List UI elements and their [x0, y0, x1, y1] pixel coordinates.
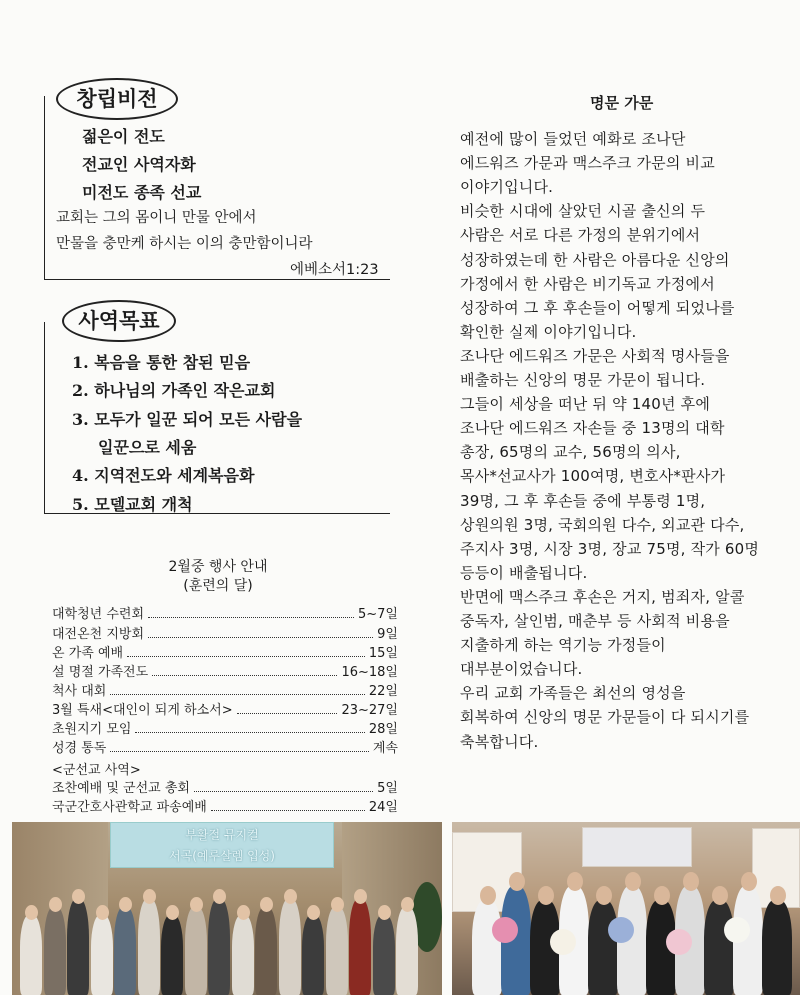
event-date: 5~7일	[358, 607, 398, 622]
group-member-head	[741, 872, 757, 891]
story-line: 회복하여 신앙의 명문 가문들이 다 되시기를	[460, 708, 750, 727]
dot-leader	[148, 617, 354, 618]
vision-title: 창립비전	[56, 78, 178, 120]
flower-bouquet	[492, 917, 518, 943]
story-line: 그들이 세상을 떠난 뒤 약 140년 후에	[460, 395, 711, 414]
events-subtitle: (훈련의 달)	[183, 578, 253, 594]
cast-member-head	[96, 905, 109, 920]
group-member-head	[480, 886, 496, 905]
vision-item: 젊은이 전도	[82, 127, 165, 146]
easter-musical-photo	[12, 822, 442, 995]
event-row	[52, 643, 398, 661]
event-name: 조찬예배 및 군선교 총회	[52, 781, 190, 796]
cast-member-head	[307, 905, 320, 920]
group-member	[762, 900, 792, 995]
event-name: 초원지기 모임	[52, 722, 132, 737]
verse-reference: 에베소서1:23	[290, 262, 379, 278]
cast-member-head	[213, 889, 226, 904]
story-line: 우리 교회 가족들은 최선의 영성을	[460, 684, 686, 703]
military-ministry-header: <군선교 사역>	[52, 763, 141, 778]
event-row	[52, 681, 398, 699]
story-line: 중독자, 살인범, 매춘부 등 사회적 비용을	[460, 612, 730, 630]
cast-member	[255, 907, 277, 995]
event-row	[52, 719, 398, 737]
cast-member	[349, 899, 371, 995]
group-member	[588, 900, 618, 995]
group-member	[704, 900, 734, 995]
dot-leader	[211, 810, 365, 811]
goal-item: 2. 하나님의 가족인 작은교회	[72, 381, 276, 400]
cast-member-head	[49, 897, 62, 912]
projection-screen	[110, 822, 334, 868]
event-date: 22일	[368, 684, 398, 699]
event-name: 대전온천 지방회	[52, 627, 145, 642]
event-date: 계속	[372, 741, 398, 756]
story-line: 상원의원 3명, 국회의원 다수, 외교관 다수,	[460, 515, 745, 534]
group-member-head	[712, 886, 728, 905]
story-line: 성장하여 그 후 후손들이 어떻게 되었나를	[460, 298, 735, 317]
story-line: 39명, 그 후 후손들 중에 부통령 1명,	[460, 491, 706, 510]
story-line: 성장하였는데 한 사람은 아름다운 신앙의	[460, 250, 730, 269]
story-line: 조나단 에드워즈 가문은 사회적 명사들을	[460, 346, 730, 365]
cast-member-head	[284, 889, 297, 904]
story-line: 사람은 서로 다른 가정의 분위기에서	[460, 226, 701, 245]
verse-line: 만물을 충만케 하시는 이의 충만함이니라	[56, 236, 313, 252]
flower-bouquet	[724, 917, 750, 943]
dot-leader	[237, 713, 338, 714]
vision-item: 전교인 사역자화	[82, 155, 196, 174]
event-row	[52, 797, 398, 815]
event-row	[52, 700, 398, 718]
cast-member	[232, 915, 254, 995]
event-row	[52, 662, 398, 680]
event-name: 대학청년 수련회	[52, 607, 145, 622]
cast-member	[326, 907, 348, 995]
cast-member	[44, 907, 66, 995]
cast-member-head	[378, 905, 391, 920]
dot-leader	[194, 791, 373, 792]
event-date: 16~18일	[341, 665, 398, 680]
event-date: 9일	[377, 627, 398, 642]
story-line: 가정에서 한 사람은 비기독교 가정에서	[460, 274, 715, 293]
cast-member-head	[72, 889, 85, 904]
cast-member-head	[143, 889, 156, 904]
screen	[582, 827, 692, 867]
goal-item: 3. 모두가 일꾼 되어 모든 사람을	[72, 410, 303, 429]
story-line: 이야기입니다.	[460, 178, 554, 197]
cast-member-head	[166, 905, 179, 920]
cast-member-head	[25, 905, 38, 920]
group-member-head	[538, 886, 554, 905]
cast-member	[373, 915, 395, 995]
event-date: 15일	[368, 646, 398, 661]
cast-member	[279, 899, 301, 995]
event-name: 3월 특새<대인이 되게 하소서>	[52, 703, 233, 718]
cast-member	[138, 899, 160, 995]
story-line: 목사*선교사가 100여명, 변호사*판사가	[460, 467, 726, 486]
dot-leader	[110, 694, 365, 695]
cast-member	[302, 915, 324, 995]
cast-member	[20, 915, 42, 995]
flower-bouquet	[550, 929, 576, 955]
flower-bouquet	[608, 917, 634, 943]
story-line: 예전에 많이 들었던 예화로 조나단	[460, 130, 686, 148]
cast-member	[208, 899, 230, 995]
vision-item: 미전도 종족 선교	[82, 183, 202, 202]
goal-item: 일꾼으로 세움	[98, 438, 197, 457]
dot-leader	[127, 656, 365, 657]
story-title: 명문 가문	[590, 94, 654, 112]
event-date: 24일	[368, 800, 398, 815]
cast-member	[396, 907, 418, 995]
story-line: 주지사 3명, 시장 3명, 장교 75명, 작가 60명	[460, 539, 760, 558]
story-line: 대부분이었습니다.	[460, 660, 583, 679]
dot-leader	[152, 675, 337, 676]
story-line: 확인한 실제 이야기입니다.	[460, 322, 637, 341]
cast-member-head	[119, 897, 132, 912]
event-row	[52, 624, 398, 642]
goal-item: 4. 지역전도와 세계복음화	[72, 466, 255, 485]
group-member-head	[654, 886, 670, 905]
story-line: 배출하는 신앙의 명문 가문이 됩니다.	[460, 371, 706, 389]
cast-member	[185, 907, 207, 995]
cast-member-head	[190, 897, 203, 912]
story-line: 등등이 배출됩니다.	[460, 563, 588, 582]
event-row	[52, 738, 398, 756]
dot-leader	[148, 637, 373, 638]
event-date: 28일	[368, 722, 398, 737]
event-date: 5일	[377, 781, 398, 796]
group-member	[472, 900, 502, 995]
group-member-head	[770, 886, 786, 905]
group-member-head	[596, 886, 612, 905]
story-line: 지출하게 하는 역기능 가정들이	[460, 636, 666, 655]
event-date: 23~27일	[341, 703, 398, 718]
story-line: 반면에 맥스주크 후손은 거지, 범죄자, 알콜	[460, 587, 745, 606]
event-name: 척사 대회	[52, 684, 107, 699]
goal-item: 5. 모델교회 개척	[72, 495, 193, 514]
goals-title: 사역목표	[62, 300, 176, 342]
cast-member	[114, 907, 136, 995]
flower-bouquet	[666, 929, 692, 955]
screen-caption: 부활절 뮤지컬	[185, 828, 259, 842]
group-member-head	[567, 872, 583, 891]
cast-member-head	[354, 889, 367, 904]
events-title: 2월중 행사 안내	[168, 559, 268, 575]
group-celebration-photo	[452, 822, 800, 995]
group-member-head	[509, 872, 525, 891]
event-name: 온 가족 예배	[52, 646, 124, 661]
group-member-head	[625, 872, 641, 891]
event-name: 성경 통독	[52, 741, 107, 756]
cast-member	[67, 899, 89, 995]
dot-leader	[135, 732, 364, 733]
dot-leader	[110, 751, 369, 752]
event-name: 국군간호사관학교 파송예배	[52, 800, 207, 815]
event-row	[52, 778, 398, 796]
cast-member-head	[260, 897, 273, 912]
goal-item: 1. 복음을 통한 참된 믿음	[72, 353, 251, 372]
story-line: 비슷한 시대에 살았던 시골 출신의 두	[460, 202, 706, 221]
cast-member-head	[401, 897, 414, 912]
cast-member-head	[237, 905, 250, 920]
group-member-head	[683, 872, 699, 891]
event-name: 설 명절 가족전도	[52, 665, 149, 680]
story-line: 총장, 65명의 교수, 56명의 의사,	[460, 443, 681, 462]
story-line: 축복합니다.	[460, 732, 539, 751]
cast-member	[161, 915, 183, 995]
story-line: 에드워즈 가문과 맥스주크 가문의 비교	[460, 154, 715, 173]
verse-line: 교회는 그의 몸이니 만물 안에서	[56, 210, 257, 226]
cast-member-head	[331, 897, 344, 912]
story-line: 조나단 에드워즈 자손들 중 13명의 대학	[460, 419, 725, 438]
event-row	[52, 604, 398, 622]
screen-caption: 서곡(예루살렘 입성)	[169, 849, 275, 863]
cast-member	[91, 915, 113, 995]
